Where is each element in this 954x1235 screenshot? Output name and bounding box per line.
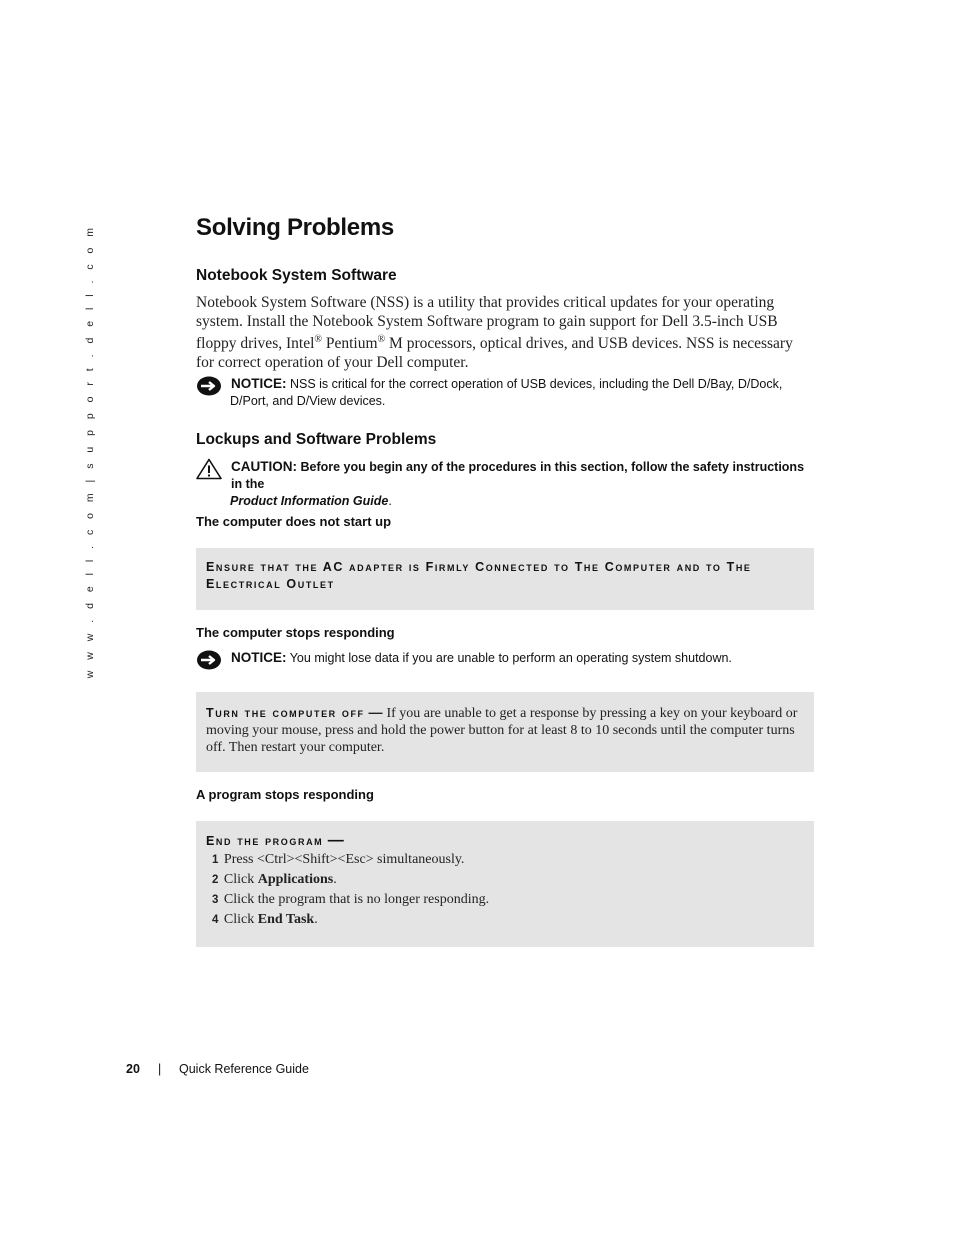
page-footer <box>126 1062 309 1076</box>
section-heading-nss: Notebook System Software <box>196 267 397 284</box>
tip-box-ac-adapter: Ensure that the AC adapter is Firmly Connected to The Computer and to The Electrical Outlet <box>196 548 814 610</box>
step-item: 4 Click End Task. <box>212 912 318 927</box>
page-number: 20 <box>126 1062 140 1076</box>
subheading-does-not-start: The computer does not start up <box>196 514 392 529</box>
notice-icon <box>196 375 222 397</box>
caution-safety: CAUTION: Before you begin any of the procedures in this section, follow the safety instructions in the Product Information Guide. <box>196 458 814 510</box>
section-heading-lockups: Lockups and Software Problems <box>196 431 437 448</box>
nss-paragraph: Notebook System Software (NSS) is a utility that provides critical updates for your operating system. Install the Notebook System Software program to gain support for Dell 3.5-inch USB floppy drives, Intel® Pentium® M processors, optical drives, and USB devices. NSS is necessary for correct operation of your Dell computer. <box>196 294 793 371</box>
notice-icon <box>196 649 222 671</box>
step-item: 1 Press <Ctrl><Shift><Esc> simultaneously. <box>212 852 465 867</box>
footer-separator: | <box>158 1062 162 1076</box>
subheading-program-stops: A program stops responding <box>196 787 374 802</box>
notice-data-loss: NOTICE: You might lose data if you are unable to perform an operating system shutdown. <box>196 649 814 667</box>
tip-box-turn-off: Turn the computer off — If you are unable to get a response by pressing a key on your keyboard or moving your mouse, press and hold the power button for at least 8 to 10 seconds until the computer turns off. Then restart your computer. <box>196 692 814 772</box>
subheading-stops-responding: The computer stops responding <box>196 625 395 640</box>
page-title: Solving Problems <box>196 214 394 241</box>
end-program-steps <box>206 850 804 930</box>
step-item: 3 Click the program that is no longer responding. <box>212 892 490 907</box>
notice-nss: NOTICE: NSS is critical for the correct operation of USB devices, including the Dell D/Bay, D/Dock, D/Port, and D/View devices. <box>196 375 814 410</box>
caution-triangle-icon <box>196 458 222 480</box>
side-website-url: w w w . d e l l . c o m | s u p p o r t . d e l l . c o m <box>84 224 96 679</box>
guide-title: Quick Reference Guide <box>179 1062 309 1076</box>
step-item: 2 Click Applications. <box>212 872 337 887</box>
tip-box-end-program: End the program — 1 Press <Ctrl><Shift><Esc> simultaneously. 2 Click Applications. 3 Click the program that is no longer responding. 4 Click End Task. <box>196 821 814 947</box>
